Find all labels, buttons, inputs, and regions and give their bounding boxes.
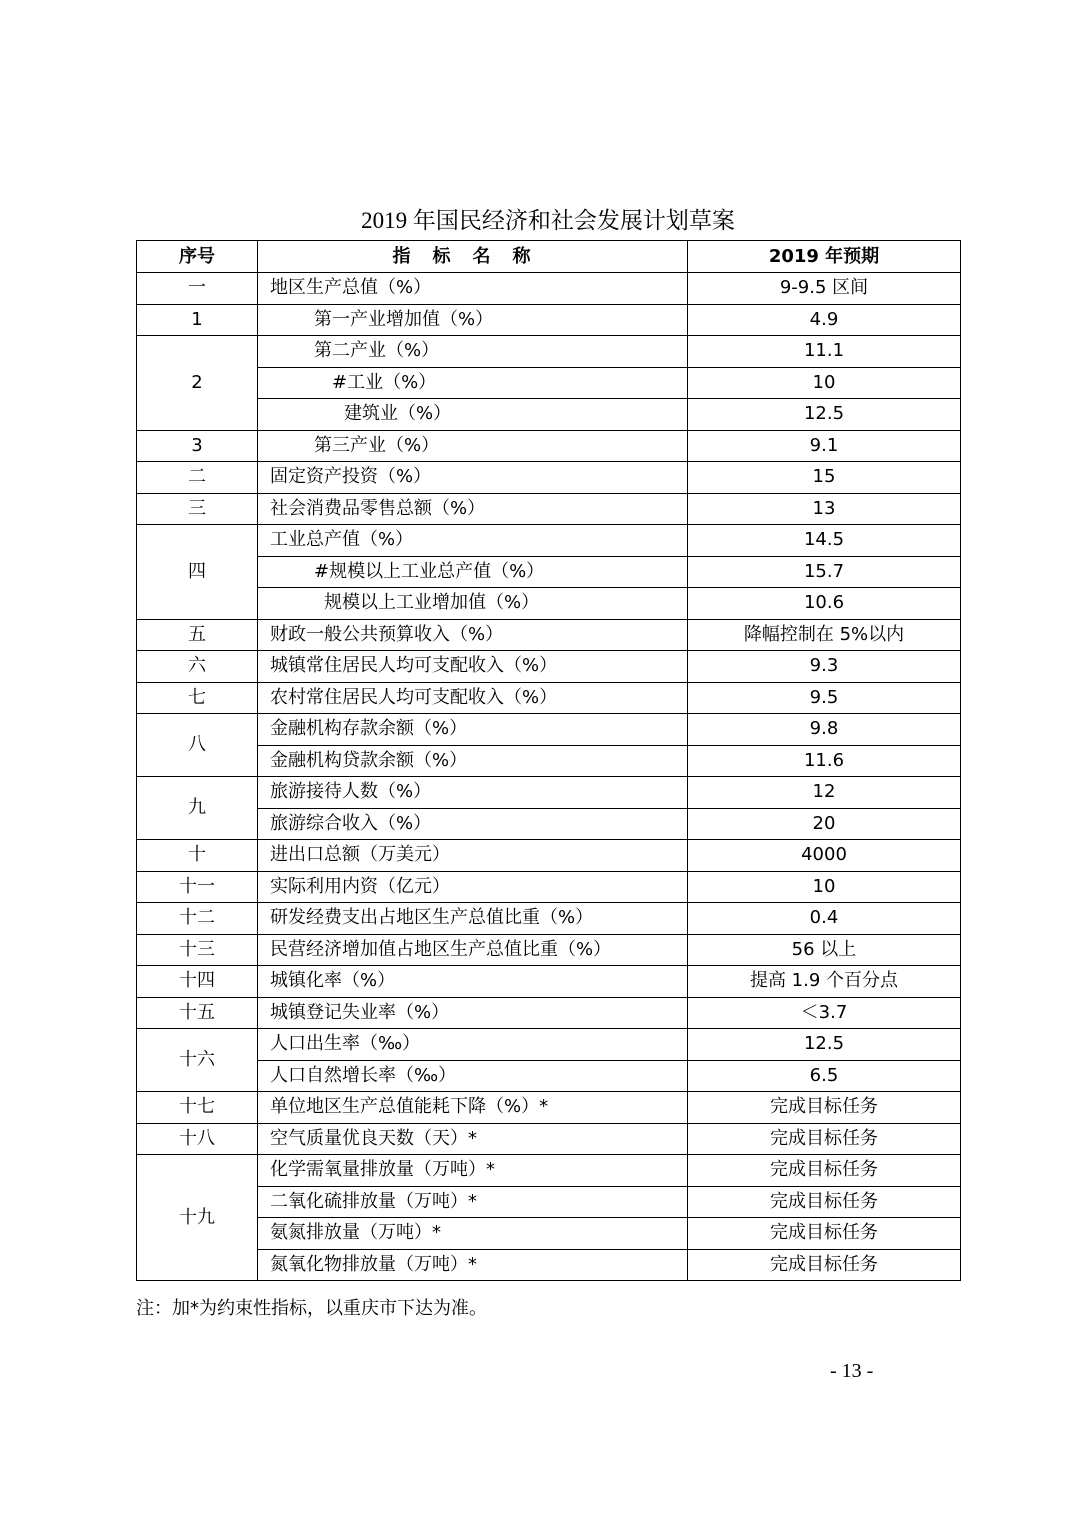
row-name: 第二产业（%）: [258, 336, 688, 368]
row-value: 完成目标任务: [688, 1123, 961, 1155]
row-name: 规模以上工业增加值（%）: [258, 588, 688, 620]
row-value: ＜3.7: [688, 997, 961, 1029]
row-value: 完成目标任务: [688, 1218, 961, 1250]
row-value: 4000: [688, 840, 961, 872]
table-row: [137, 966, 961, 998]
table-row: [137, 619, 961, 651]
row-name: 进出口总额（万美元）: [258, 840, 688, 872]
row-seq: 十五: [137, 997, 258, 1029]
row-value: 12: [688, 777, 961, 809]
row-name: 单位地区生产总值能耗下降（%）*: [258, 1092, 688, 1124]
row-name: 第一产业增加值（%）: [258, 304, 688, 336]
table-row: [137, 682, 961, 714]
row-name: 财政一般公共预算收入（%）: [258, 619, 688, 651]
row-seq: 四: [137, 525, 258, 620]
row-name: 旅游综合收入（%）: [258, 808, 688, 840]
table-row: [137, 399, 961, 431]
document-title: 2019 年国民经济和社会发展计划草案: [361, 208, 735, 233]
table-row: [137, 556, 961, 588]
row-value: 完成目标任务: [688, 1092, 961, 1124]
row-value: 9.1: [688, 430, 961, 462]
table-row: [137, 1249, 961, 1281]
row-name: 第三产业（%）: [258, 430, 688, 462]
row-value: 9.5: [688, 682, 961, 714]
row-value: 10.6: [688, 588, 961, 620]
row-seq: 五: [137, 619, 258, 651]
row-value: 10: [688, 367, 961, 399]
row-name: 化学需氧量排放量（万吨）*: [258, 1155, 688, 1187]
row-value: 56 以上: [688, 934, 961, 966]
row-name: 城镇常住居民人均可支配收入（%）: [258, 651, 688, 683]
row-value: 9-9.5 区间: [688, 273, 961, 305]
table-row: [137, 304, 961, 336]
row-name: #规模以上工业总产值（%）: [258, 556, 688, 588]
row-seq: 2: [137, 336, 258, 431]
row-value: 12.5: [688, 1029, 961, 1061]
table-row: [137, 997, 961, 1029]
table-row: [137, 840, 961, 872]
row-name: 人口自然增长率（‰）: [258, 1060, 688, 1092]
table-row: [137, 525, 961, 557]
row-seq: 九: [137, 777, 258, 840]
page-number: - 13 -: [830, 1360, 874, 1382]
row-name: 氮氧化物排放量（万吨）*: [258, 1249, 688, 1281]
row-seq: 十: [137, 840, 258, 872]
table-row: [137, 493, 961, 525]
table-row: [137, 1123, 961, 1155]
table-row: [137, 714, 961, 746]
row-value: 0.4: [688, 903, 961, 935]
row-name: 城镇化率（%）: [258, 966, 688, 998]
table-row: [137, 651, 961, 683]
row-value: 9.8: [688, 714, 961, 746]
row-seq: 一: [137, 273, 258, 305]
table-row: [137, 934, 961, 966]
row-seq: 1: [137, 304, 258, 336]
table-row: [137, 1092, 961, 1124]
row-value: 11.6: [688, 745, 961, 777]
row-name: 建筑业（%）: [258, 399, 688, 431]
table-row: [137, 745, 961, 777]
row-value: 14.5: [688, 525, 961, 557]
row-seq: 十八: [137, 1123, 258, 1155]
row-name: 金融机构贷款余额（%）: [258, 745, 688, 777]
row-name: 工业总产值（%）: [258, 525, 688, 557]
row-seq: 十二: [137, 903, 258, 935]
row-value: 4.9: [688, 304, 961, 336]
header-seq: 序号: [137, 241, 258, 273]
table-row: [137, 1155, 961, 1187]
row-name: 民营经济增加值占地区生产总值比重（%）: [258, 934, 688, 966]
row-name: 空气质量优良天数（天）*: [258, 1123, 688, 1155]
row-value: 12.5: [688, 399, 961, 431]
table-row: [137, 336, 961, 368]
row-name: 地区生产总值（%）: [258, 273, 688, 305]
row-seq: 十六: [137, 1029, 258, 1092]
table-row: [137, 462, 961, 494]
row-seq: 十三: [137, 934, 258, 966]
table-row: [137, 808, 961, 840]
row-seq: 十四: [137, 966, 258, 998]
header-value: 2019 年预期: [688, 241, 961, 273]
table-row: [137, 777, 961, 809]
row-seq: 七: [137, 682, 258, 714]
row-name: 固定资产投资（%）: [258, 462, 688, 494]
row-name: 金融机构存款余额（%）: [258, 714, 688, 746]
row-value: 11.1: [688, 336, 961, 368]
row-name: 城镇登记失业率（%）: [258, 997, 688, 1029]
row-name: 旅游接待人数（%）: [258, 777, 688, 809]
row-value: 15: [688, 462, 961, 494]
row-value: 9.3: [688, 651, 961, 683]
table-row: [137, 588, 961, 620]
table-row: [137, 1060, 961, 1092]
row-seq: 3: [137, 430, 258, 462]
row-name: #工业（%）: [258, 367, 688, 399]
row-value: 13: [688, 493, 961, 525]
row-name: 农村常住居民人均可支配收入（%）: [258, 682, 688, 714]
row-name: 实际利用内资（亿元）: [258, 871, 688, 903]
row-seq: 十一: [137, 871, 258, 903]
row-seq: 十七: [137, 1092, 258, 1124]
row-value: 完成目标任务: [688, 1155, 961, 1187]
row-value: 完成目标任务: [688, 1249, 961, 1281]
table-row: [137, 1186, 961, 1218]
row-name: 研发经费支出占地区生产总值比重（%）: [258, 903, 688, 935]
table-row: [137, 367, 961, 399]
table-row: [137, 1029, 961, 1061]
row-seq: 二: [137, 462, 258, 494]
row-seq: 三: [137, 493, 258, 525]
header-name: 指标名称: [258, 241, 688, 273]
table-row: [137, 430, 961, 462]
row-value: 15.7: [688, 556, 961, 588]
table-header-row: [137, 241, 961, 273]
row-name: 二氧化硫排放量（万吨）*: [258, 1186, 688, 1218]
row-value: 提高 1.9 个百分点: [688, 966, 961, 998]
table-row: [137, 903, 961, 935]
table-row: [137, 273, 961, 305]
row-value: 6.5: [688, 1060, 961, 1092]
row-value: 20: [688, 808, 961, 840]
footnote: 注：加*为约束性指标，以重庆市下达为准。: [136, 1298, 487, 1319]
row-value: 10: [688, 871, 961, 903]
row-value: 降幅控制在 5%以内: [688, 619, 961, 651]
row-name: 人口出生率（‰）: [258, 1029, 688, 1061]
row-name: 社会消费品零售总额（%）: [258, 493, 688, 525]
plan-table: [136, 240, 961, 1281]
row-value: 完成目标任务: [688, 1186, 961, 1218]
table-row: [137, 871, 961, 903]
table-row: [137, 1218, 961, 1250]
row-seq: 十九: [137, 1155, 258, 1281]
row-name: 氨氮排放量（万吨）*: [258, 1218, 688, 1250]
row-seq: 八: [137, 714, 258, 777]
row-seq: 六: [137, 651, 258, 683]
